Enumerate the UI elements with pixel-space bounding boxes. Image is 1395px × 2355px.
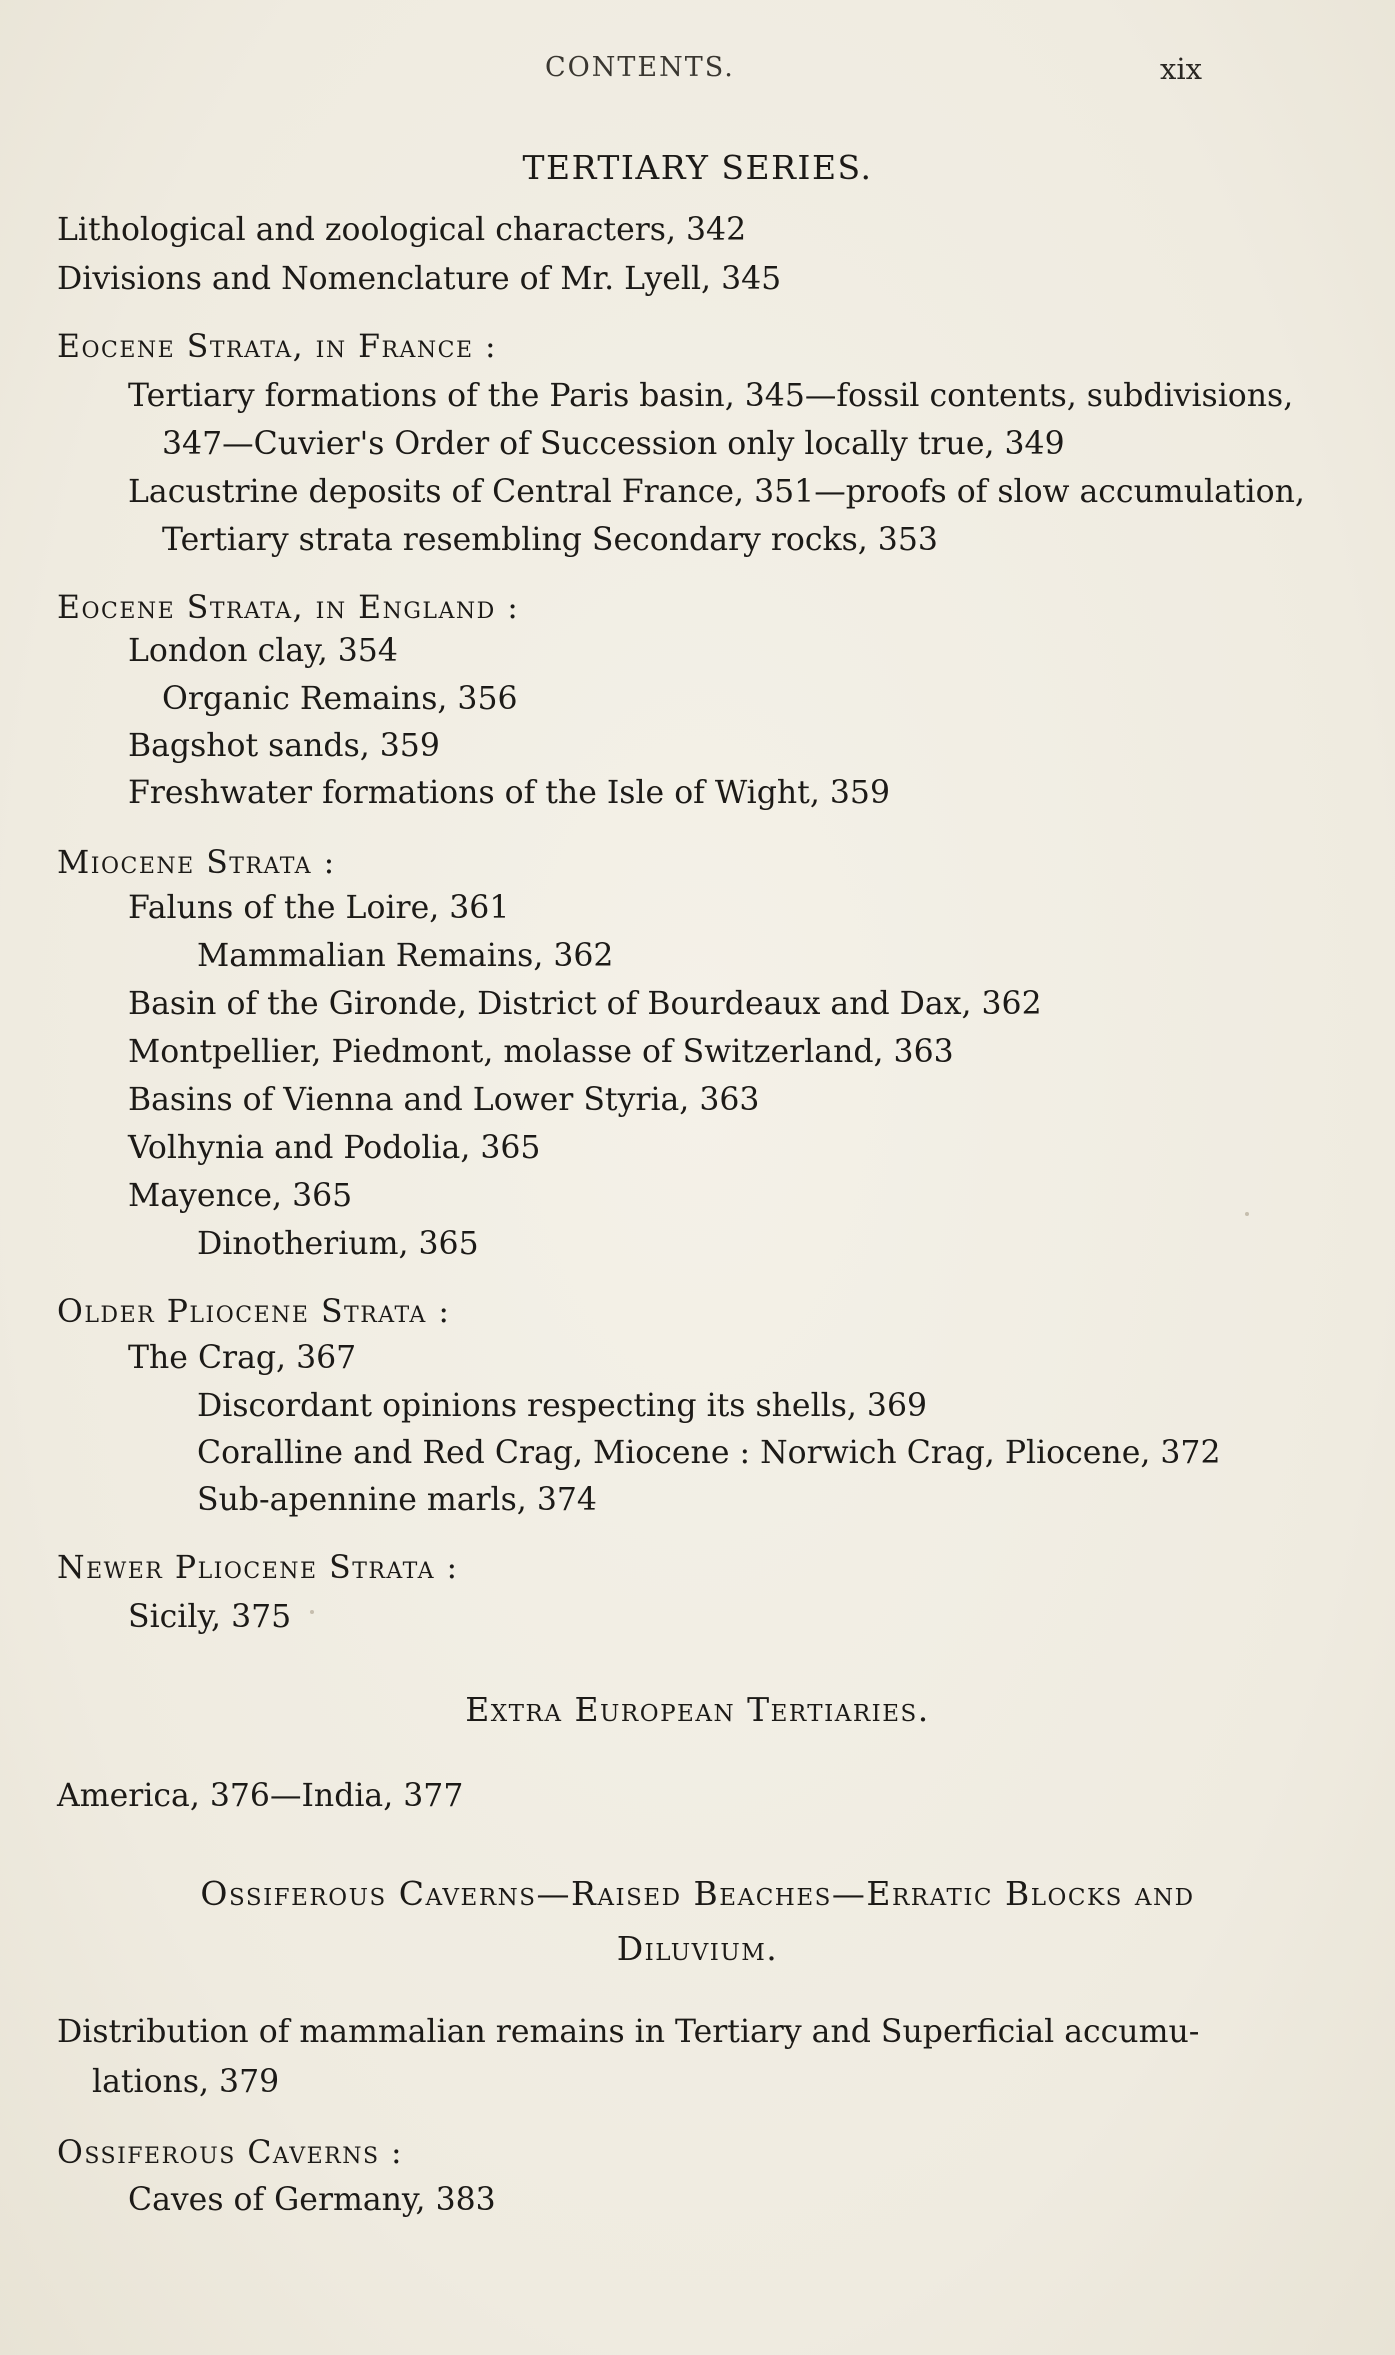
toc-entry: Basins of Vienna and Lower Styria, 363 — [128, 1082, 760, 1118]
subsection-heading-miocene: Miocene Strata : — [57, 845, 336, 881]
section-heading-extra-european: Extra European Tertiaries. — [465, 1690, 930, 1729]
toc-entry: Basin of the Gironde, District of Bourdeaux and Dax, 362 — [128, 986, 1042, 1022]
toc-entry: Bagshot sands, 359 — [128, 728, 440, 764]
toc-entry: Lithological and zoological characters, 342 — [57, 212, 747, 248]
toc-subentry: Discordant opinions respecting its shells, 369 — [197, 1388, 928, 1424]
toc-entry: Faluns of the Loire, 361 — [128, 890, 510, 926]
toc-subentry: Coralline and Red Crag, Miocene : Norwich Crag, Pliocene, 372 — [197, 1435, 1221, 1471]
toc-entry: Distribution of mammalian remains in Tertiary and Superficial accumu- — [57, 2014, 1200, 2050]
toc-entry: Montpellier, Piedmont, molasse of Switzerland, 363 — [128, 1034, 954, 1070]
subsection-heading-ossiferous-caverns: Ossiferous Caverns : — [57, 2135, 404, 2171]
toc-subentry: Mammalian Remains, 362 — [197, 938, 614, 974]
toc-entry-continuation: 347—Cuvier's Order of Succession only locally true, 349 — [162, 426, 1065, 462]
subsection-heading-eocene-france: Eocene Strata, in France : — [57, 329, 498, 365]
section-heading-ossiferous-line2: Diluvium. — [616, 1929, 779, 1968]
toc-entry: Mayence, 365 — [128, 1178, 353, 1214]
toc-entry: The Crag, 367 — [128, 1340, 357, 1376]
toc-entry: London clay, 354 — [128, 633, 398, 669]
toc-entry: Volhynia and Podolia, 365 — [128, 1130, 541, 1166]
paper-speck — [1245, 1212, 1249, 1216]
toc-subentry: Sub-apennine marls, 374 — [197, 1482, 597, 1518]
toc-entry: Freshwater formations of the Isle of Wight, 359 — [128, 775, 890, 811]
toc-entry: Tertiary formations of the Paris basin, 345—fossil contents, subdivisions, — [128, 378, 1294, 414]
section-heading-ossiferous-line1: Ossiferous Caverns—Raised Beaches—Erratic Blocks and — [200, 1874, 1195, 1913]
section-heading-tertiary-series: TERTIARY SERIES. — [522, 148, 873, 187]
subsection-heading-eocene-england: Eocene Strata, in England : — [57, 590, 520, 626]
toc-entry-continuation: lations, 379 — [92, 2064, 280, 2100]
toc-entry: Caves of Germany, 383 — [128, 2182, 496, 2218]
toc-entry-continuation: Tertiary strata resembling Secondary rocks, 353 — [162, 522, 938, 558]
toc-subentry: Organic Remains, 356 — [162, 681, 518, 717]
toc-subentry: Dinotherium, 365 — [197, 1226, 479, 1262]
toc-entry: Sicily, 375 — [128, 1599, 292, 1635]
running-head — [0, 52, 1395, 92]
subsection-heading-newer-pliocene: Newer Pliocene Strata : — [57, 1550, 459, 1586]
page-number: xix — [1160, 52, 1202, 86]
running-head-title: CONTENTS. — [545, 52, 735, 83]
subsection-heading-older-pliocene: Older Pliocene Strata : — [57, 1294, 451, 1330]
toc-entry: America, 376—India, 377 — [57, 1778, 464, 1814]
toc-entry: Lacustrine deposits of Central France, 351—proofs of slow accumulation, — [128, 474, 1305, 510]
toc-entry: Divisions and Nomenclature of Mr. Lyell, 345 — [57, 261, 782, 297]
paper-speck — [310, 1610, 314, 1614]
